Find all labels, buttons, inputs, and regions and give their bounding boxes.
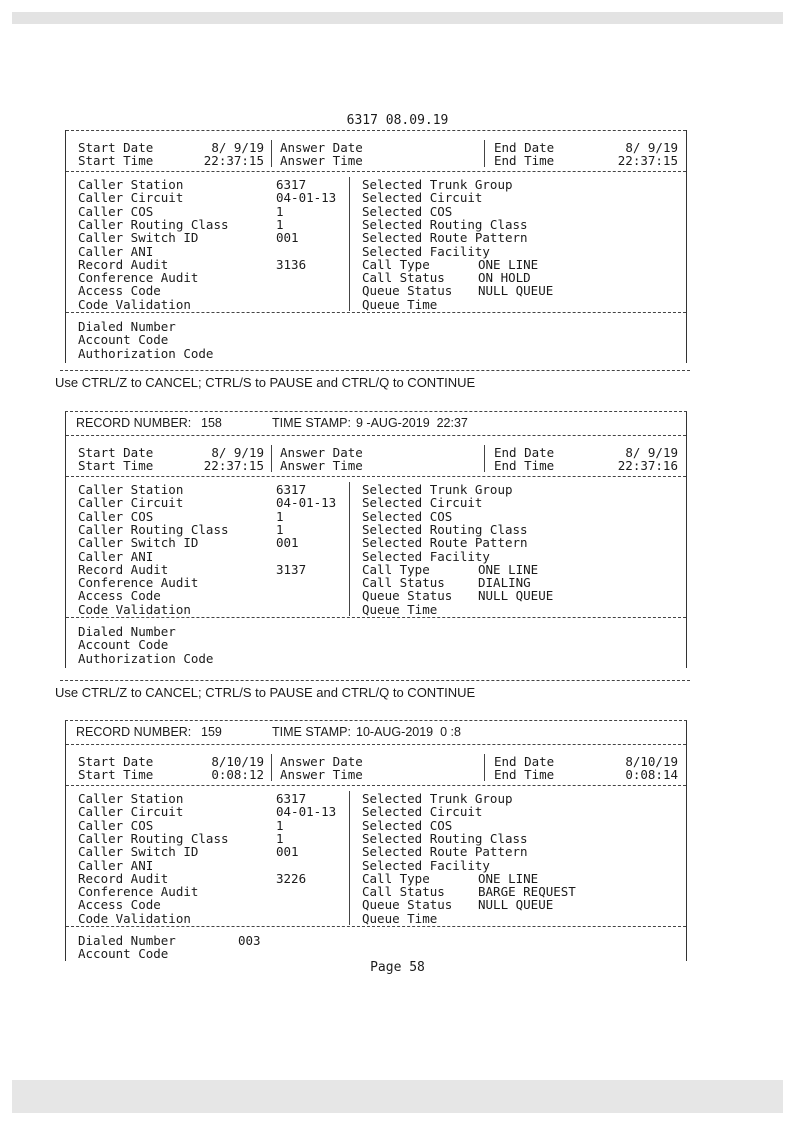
call-details-section [66, 477, 686, 617]
caller-circuit-label: Caller Circuit [78, 190, 184, 206]
codes-section [66, 313, 686, 363]
separator [271, 754, 272, 781]
call-status-value: DIALING [478, 575, 531, 591]
start-date-value: 8/ 9/19 [211, 445, 264, 460]
caller-station-label: Caller Station [78, 177, 184, 192]
access-code-label: Access Code [78, 283, 161, 299]
account-code-label: Account Code [78, 946, 169, 962]
caller-switch-id-value: 001 [276, 230, 299, 246]
call-record [65, 720, 687, 961]
end-time-value: 22:37:16 [617, 458, 678, 473]
end-date-value: 8/ 9/19 [625, 140, 678, 155]
caller-cos-label: Caller COS [78, 203, 154, 219]
selected-route-pattern-label: Selected Route Pattern [362, 535, 528, 551]
queue-status-label: Queue Status [362, 283, 453, 299]
caller-routing-class-value: 1 [276, 521, 284, 537]
selected-routing-class-label: Selected Routing Class [362, 830, 528, 846]
caller-station-value: 6317 [276, 177, 307, 192]
separator [271, 445, 272, 472]
time-stamp-label: TIME STAMP: [272, 725, 351, 739]
selected-route-pattern-label: Selected Route Pattern [362, 844, 528, 860]
time-stamp-label: TIME STAMP: [272, 416, 351, 430]
selected-trunk-group-label: Selected Trunk Group [362, 791, 513, 806]
caller-circuit-label: Caller Circuit [78, 495, 184, 511]
record-audit-value: 3136 [276, 256, 307, 272]
call-type-value: ONE LINE [478, 256, 539, 272]
caller-switch-id-label: Caller Switch ID [78, 230, 199, 246]
separator [349, 791, 350, 925]
record-audit-value: 3226 [276, 870, 307, 886]
record-box [65, 721, 687, 961]
queue-time-label: Queue Time [362, 910, 438, 926]
start-time-value: 0:08:12 [211, 767, 264, 782]
account-code-label: Account Code [78, 637, 169, 653]
separator [484, 140, 485, 167]
selected-trunk-group-label: Selected Trunk Group [362, 177, 513, 192]
selected-facility-label: Selected Facility [362, 857, 490, 873]
cancel-instructions: Use CTRL/Z to CANCEL; CTRL/S to PAUSE and CTRL/Q to CONTINUE [55, 375, 476, 390]
queue-status-label: Queue Status [362, 897, 453, 913]
caller-circuit-value: 04-01-13 [276, 804, 337, 820]
record-number-label: RECORD NUMBER: [76, 416, 192, 430]
call-type-label: Call Type [362, 256, 430, 272]
record-title-row [66, 721, 686, 744]
selected-trunk-group-label: Selected Trunk Group [362, 482, 513, 497]
start-date-value: 8/ 9/19 [211, 140, 264, 155]
separator [484, 754, 485, 781]
caller-routing-class-label: Caller Routing Class [78, 830, 229, 846]
scan-edge-top [12, 12, 783, 24]
caller-station-label: Caller Station [78, 791, 184, 806]
caller-circuit-label: Caller Circuit [78, 804, 184, 820]
call-type-label: Call Type [362, 870, 430, 886]
caller-switch-id-label: Caller Switch ID [78, 535, 199, 551]
call-status-label: Call Status [362, 270, 445, 286]
start-date-label: Start Date [78, 445, 154, 460]
call-details-section [66, 786, 686, 926]
selected-circuit-label: Selected Circuit [362, 190, 483, 206]
selected-cos-label: Selected COS [362, 817, 453, 833]
divider [60, 680, 690, 681]
caller-ani-label: Caller ANI [78, 243, 154, 259]
queue-status-value: NULL QUEUE [478, 588, 554, 604]
divider [60, 370, 690, 371]
access-code-label: Access Code [78, 588, 161, 604]
queue-time-label: Queue Time [362, 296, 438, 312]
start-time-value: 22:37:15 [203, 458, 264, 473]
page-header: 6317 08.09.19 [346, 113, 449, 128]
end-date-label: End Date [494, 140, 555, 155]
queue-status-value: NULL QUEUE [478, 897, 554, 913]
end-time-label: End Time [494, 458, 555, 473]
access-code-label: Access Code [78, 897, 161, 913]
caller-station-label: Caller Station [78, 482, 184, 497]
caller-station-value: 6317 [276, 791, 307, 806]
start-time-label: Start Time [78, 153, 154, 168]
end-date-label: End Date [494, 754, 555, 769]
page-number: Page 58 [370, 960, 425, 975]
caller-routing-class-value: 1 [276, 216, 284, 232]
caller-routing-class-label: Caller Routing Class [78, 216, 229, 232]
start-time-label: Start Time [78, 767, 154, 782]
separator [484, 445, 485, 472]
selected-circuit-label: Selected Circuit [362, 495, 483, 511]
dialed-number-label: Dialed Number [78, 319, 176, 334]
selected-facility-label: Selected Facility [362, 548, 490, 564]
call-details-section [66, 172, 686, 312]
end-date-value: 8/10/19 [625, 754, 678, 769]
record-title-row [66, 412, 686, 435]
record-audit-label: Record Audit [78, 870, 169, 886]
caller-cos-value: 1 [276, 508, 284, 524]
selected-route-pattern-label: Selected Route Pattern [362, 230, 528, 246]
answer-time-label: Answer Time [280, 767, 363, 782]
authorization-code-label: Authorization Code [78, 345, 214, 361]
dialed-number-label: Dialed Number [78, 624, 176, 639]
queue-time-label: Queue Time [362, 601, 438, 617]
call-type-label: Call Type [362, 561, 430, 577]
end-date-label: End Date [494, 445, 555, 460]
record-number-value: 158 [201, 416, 222, 430]
answer-time-label: Answer Time [280, 458, 363, 473]
caller-switch-id-value: 001 [276, 535, 299, 551]
authorization-code-label: Authorization Code [78, 650, 214, 666]
call-status-value: ON HOLD [478, 270, 531, 286]
caller-ani-label: Caller ANI [78, 857, 154, 873]
call-status-label: Call Status [362, 884, 445, 900]
end-time-label: End Time [494, 153, 555, 168]
time-stamp-value: 9 -AUG-2019 22:37 [356, 416, 468, 430]
caller-ani-label: Caller ANI [78, 548, 154, 564]
caller-routing-class-label: Caller Routing Class [78, 521, 229, 537]
conference-audit-label: Conference Audit [78, 884, 199, 900]
codes-section [66, 618, 686, 668]
caller-cos-value: 1 [276, 817, 284, 833]
selected-routing-class-label: Selected Routing Class [362, 521, 528, 537]
end-date-value: 8/ 9/19 [625, 445, 678, 460]
answer-date-label: Answer Date [280, 140, 363, 155]
call-status-value: BARGE REQUEST [478, 884, 576, 900]
dialed-number-label: Dialed Number [78, 933, 176, 948]
dates-section [66, 436, 686, 476]
start-time-value: 22:37:15 [203, 153, 264, 168]
selected-cos-label: Selected COS [362, 203, 453, 219]
code-validation-label: Code Validation [78, 296, 191, 312]
record-audit-value: 3137 [276, 561, 307, 577]
queue-status-value: NULL QUEUE [478, 283, 554, 299]
end-time-label: End Time [494, 767, 555, 782]
call-type-value: ONE LINE [478, 870, 539, 886]
queue-status-label: Queue Status [362, 588, 453, 604]
start-date-value: 8/10/19 [211, 754, 264, 769]
caller-switch-id-value: 001 [276, 844, 299, 860]
selected-circuit-label: Selected Circuit [362, 804, 483, 820]
time-stamp-value: 10-AUG-2019 0 :8 [356, 725, 461, 739]
caller-switch-id-label: Caller Switch ID [78, 844, 199, 860]
caller-cos-label: Caller COS [78, 508, 154, 524]
cancel-instructions: Use CTRL/Z to CANCEL; CTRL/S to PAUSE and CTRL/Q to CONTINUE [55, 685, 476, 700]
dates-section [66, 131, 686, 171]
record-box [65, 130, 687, 363]
separator [271, 140, 272, 167]
caller-station-value: 6317 [276, 482, 307, 497]
caller-routing-class-value: 1 [276, 830, 284, 846]
end-time-value: 22:37:15 [617, 153, 678, 168]
answer-date-label: Answer Date [280, 445, 363, 460]
answer-date-label: Answer Date [280, 754, 363, 769]
call-status-label: Call Status [362, 575, 445, 591]
call-record [65, 130, 687, 363]
start-time-label: Start Time [78, 458, 154, 473]
account-code-label: Account Code [78, 332, 169, 348]
dates-section [66, 745, 686, 785]
start-date-label: Start Date [78, 754, 154, 769]
selected-routing-class-label: Selected Routing Class [362, 216, 528, 232]
answer-time-label: Answer Time [280, 153, 363, 168]
caller-cos-label: Caller COS [78, 817, 154, 833]
caller-cos-value: 1 [276, 203, 284, 219]
start-date-label: Start Date [78, 140, 154, 155]
conference-audit-label: Conference Audit [78, 575, 199, 591]
caller-circuit-value: 04-01-13 [276, 190, 337, 206]
code-validation-label: Code Validation [78, 910, 191, 926]
selected-cos-label: Selected COS [362, 508, 453, 524]
caller-circuit-value: 04-01-13 [276, 495, 337, 511]
record-number-value: 159 [201, 725, 222, 739]
separator [349, 482, 350, 616]
call-record [65, 411, 687, 668]
record-box [65, 412, 687, 668]
dialed-number-value: 003 [238, 933, 261, 948]
call-type-value: ONE LINE [478, 561, 539, 577]
conference-audit-label: Conference Audit [78, 270, 199, 286]
record-number-label: RECORD NUMBER: [76, 725, 192, 739]
record-audit-label: Record Audit [78, 256, 169, 272]
code-validation-label: Code Validation [78, 601, 191, 617]
selected-facility-label: Selected Facility [362, 243, 490, 259]
scan-edge-bottom [12, 1080, 783, 1113]
record-audit-label: Record Audit [78, 561, 169, 577]
separator [349, 177, 350, 311]
end-time-value: 0:08:14 [625, 767, 678, 782]
codes-section [66, 927, 686, 961]
